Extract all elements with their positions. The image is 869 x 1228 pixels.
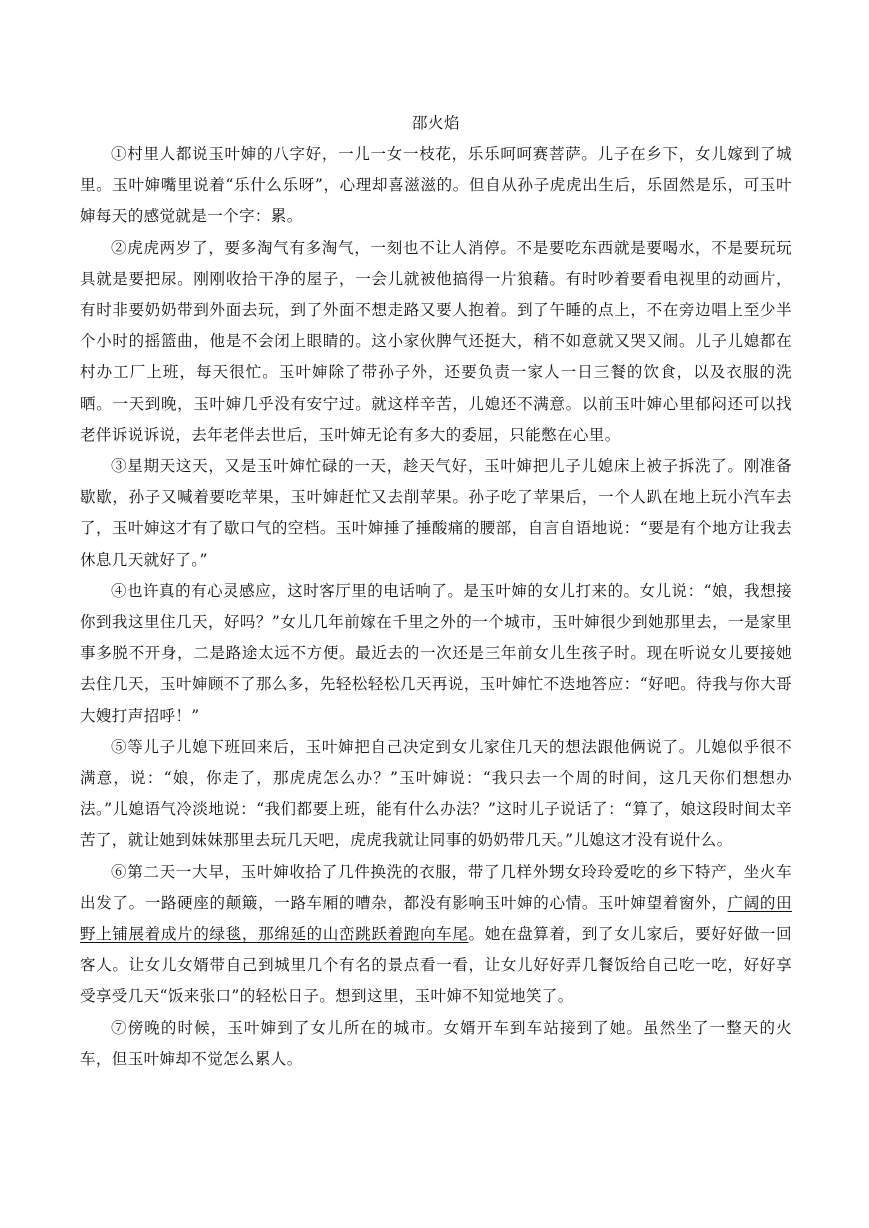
document-page: [80, 108, 792, 1075]
paragraph-5: [80, 732, 792, 857]
paragraph-text: ⑤等儿子儿媳下班回来后，玉叶婶把自己决定到女儿家住几天的想法跟他俩说了。儿媳似乎很不满意，说：“娘，你走了，那虎虎怎么办？”玉叶婶说：“我只去一个周的时间，这几天你们想想办法。”儿媳语气冷淡地说：“我们都要上班，能有什么办法？”这时儿子说话了：“算了，娘这段时间太辛苦了，就让她到妹妹那里去玩几天吧，虎虎我就让同事的奶奶带几天。”儿媳这才没有说什么。: [80, 737, 792, 850]
paragraph-text: ①村里人都说玉叶婶的八字好，一儿一女一枝花，乐乐呵呵赛菩萨。儿子在乡下，女儿嫁到了城里。玉叶婶嘴里说着“乐什么乐呀”，心理却喜滋滋的。但自从孙子虎虎出生后，乐固然是乐，可玉叶婶每天的感觉就是一个字：累。: [80, 145, 792, 226]
paragraph-text: ⑥第二天一大早，玉叶婶收拾了几件换洗的衣服，带了几样外甥女玲玲爱吃的乡下特产，坐火车出发了。一路硬座的颠簸，一路车厢的嘈杂，都没有影响玉叶婶的心情。玉叶婶望着窗外，: [80, 862, 792, 912]
paragraph-7: [80, 1013, 792, 1075]
paragraph-4: [80, 576, 792, 732]
paragraph-6: [80, 857, 792, 1013]
paragraph-2: [80, 233, 792, 451]
paragraph-text: ④也许真的有心灵感应，这时客厅里的电话响了。是玉叶婶的女儿打来的。女儿说：“娘，我想接你到我这里住几天，好吗？”女儿几年前嫁在千里之外的一个城市，玉叶婶很少到她那里去，一是家里事多脱不开身，二是路途太远不方便。最近去的一次还是三年前女儿生孩子时。现在听说女儿要接她去住几天，玉叶婶顾不了那么多，先轻松轻松几天再说，玉叶婶忙不迭地答应：“好吧。待我与你大哥大嫂打声招呼！”: [80, 581, 792, 725]
paragraph-text: 。她在盘算着，到了女儿家后，要好好做一回客人。让女儿女婿带自己到城里几个有名的景点看一看，让女儿好好弄几餐饭给自己吃一吃，好好享受享受几天“饭来张口”的轻松日子。想到这里，玉叶婶不知觉地笑了。: [80, 925, 792, 1006]
paragraph-text: ②虎虎两岁了，要多淘气有多淘气，一刻也不让人消停。不是要吃东西就是要喝水，不是要玩玩具就是要把尿。刚刚收拾干净的屋子，一会儿就被他搞得一片狼藉。有时吵着要看电视里的动画片，有时非要奶奶带到外面去玩，到了外面不想走路又要人抱着。到了午睡的点上，不在旁边唱上至少半个小时的摇篮曲，他是不会闭上眼睛的。这小家伙脾气还挺大，稍不如意就又哭又闹。儿子儿媳都在村办工厂上班，每天很忙。玉叶婶除了带孙子外，还要负责一家人一日三餐的饮食，以及衣服的洗晒。一天到晚，玉叶婶几乎没有安宁过。就这样辛苦，儿媳还不满意。以前玉叶婶心里郁闷还可以找老伴诉说诉说，去年老伴去世后，玉叶婶无论有多大的委屈，只能憋在心里。: [80, 238, 792, 444]
paragraph-3: [80, 451, 792, 576]
underlined-sentence: 广阔的田野上铺展着成片的绿毯，那绵延的山峦跳跃着跑向车尾: [80, 893, 792, 944]
paragraph-text: ③星期天这天，又是玉叶婶忙碌的一天，趁天气好，玉叶婶把儿子儿媳床上被子拆洗了。刚准备歇歇，孙子又喊着要吃苹果，玉叶婶赶忙又去削苹果。孙子吃了苹果后，一个人趴在地上玩小汽车去了，玉叶婶这才有了歇口气的空档。玉叶婶捶了捶酸痛的腰部，自言自语地说：“要是有个地方让我去休息几天就好了。”: [80, 457, 792, 569]
paragraph-text: ⑦傍晚的时候，玉叶婶到了女儿所在的城市。女婿开车到车站接到了她。虽然坐了一整天的火车，但玉叶婶却不觉怎么累人。: [80, 1018, 792, 1068]
paragraph-1: [80, 139, 792, 233]
author-name: 邵火焰: [411, 114, 460, 132]
